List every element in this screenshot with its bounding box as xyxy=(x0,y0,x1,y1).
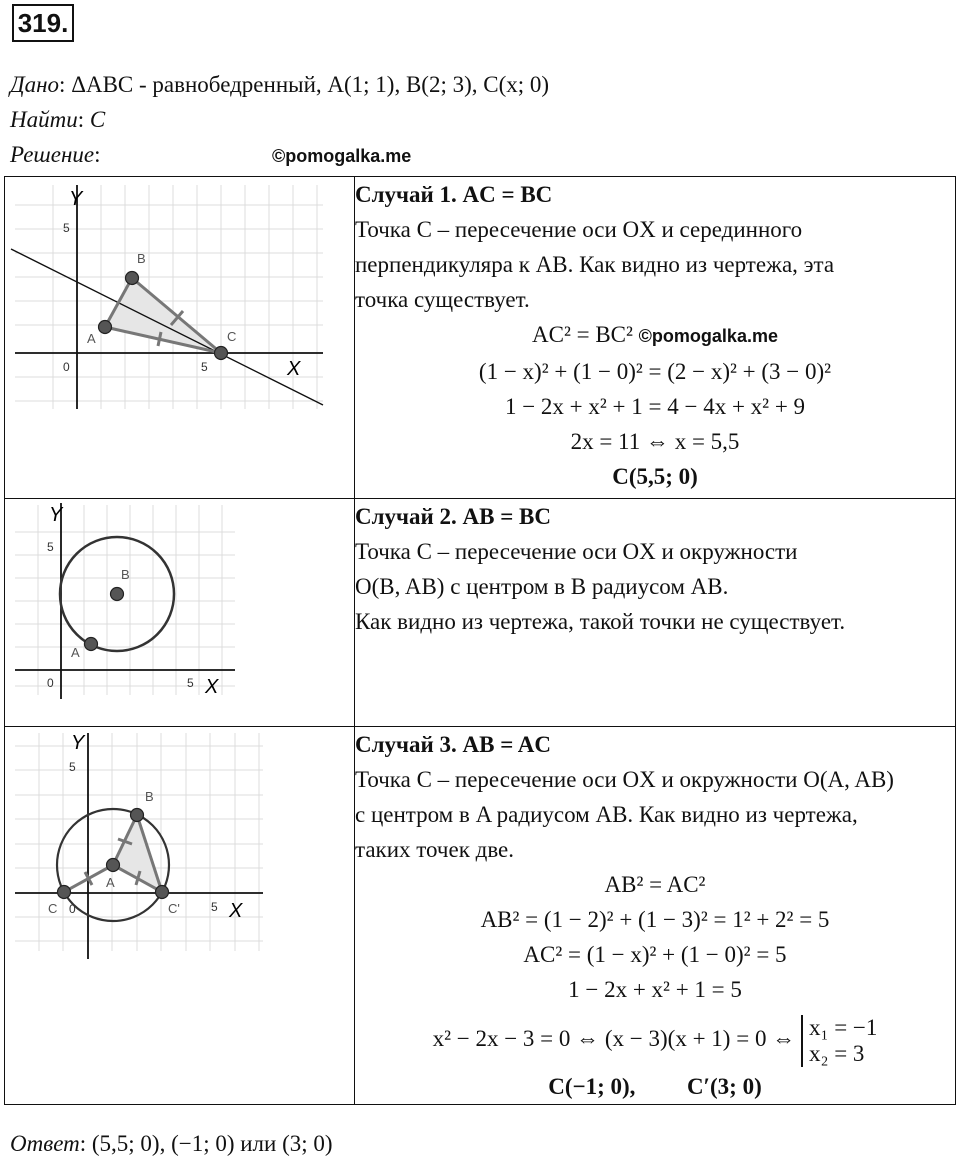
case-1-tick-x: 5 xyxy=(201,360,208,374)
case-3-text-cell xyxy=(355,727,956,1105)
case-3-line-2: с центром в A радиусом AB. Как видно из чертежа, xyxy=(355,802,858,827)
case-2-axis-x: X xyxy=(205,676,219,698)
case-1-figure-cell xyxy=(5,177,355,499)
case-1-heading: Случай 1. AC = BC xyxy=(355,182,553,207)
case-3-math-2: AB² = (1 − 2)² + (1 − 3)² = 1² + 2² = 5 xyxy=(480,907,830,932)
case-1-tick-y: 5 xyxy=(63,221,70,235)
case-3-line-3: таких точек две. xyxy=(355,837,515,862)
case-3-root-2: x₂ = 3 xyxy=(808,1040,865,1066)
case-2-tick-x: 5 xyxy=(187,676,194,690)
find-label: Найти xyxy=(10,107,78,132)
case-3-results xyxy=(355,1069,955,1104)
case-1-math-2: (1 − x)² + (1 − 0)² = (2 − x)² + (3 − 0)² xyxy=(478,359,832,384)
case-2-heading: Случай 2. AB = BC xyxy=(355,504,551,529)
case-1-point-a xyxy=(99,321,112,334)
case-3-axis-y: Y xyxy=(71,732,85,754)
find-text: C xyxy=(89,107,106,132)
case-3-point-c-prime xyxy=(156,886,169,899)
case-3-label-c: C xyxy=(48,901,58,916)
case-3-system-lhs: x² − 2x − 3 = 0 ⇔ (x − 3)(x + 1) = 0 ⇔ xyxy=(432,1026,796,1051)
case-3-tick-y: 5 xyxy=(69,760,76,774)
case-2-figure-cell xyxy=(5,499,355,727)
case-2-line-2: O(B, AB) с центром в B радиусом AB. xyxy=(355,574,729,599)
case-3-label-b: B xyxy=(145,789,154,804)
case-3-math-4: 1 − 2x + x² + 1 = 5 xyxy=(568,977,742,1002)
problem-number: 319. xyxy=(12,4,74,42)
case-3-root-1: x₁ = −1 xyxy=(808,1014,878,1040)
case-3-origin-label: 0 xyxy=(69,902,76,916)
case-3-heading: Случай 3. AB = AC xyxy=(355,732,551,757)
case-1-figure xyxy=(5,177,354,493)
solution-label: Решение xyxy=(10,142,95,167)
case-2-point-a xyxy=(85,638,98,651)
case-3-label-a: A xyxy=(106,875,115,890)
case-1-label-c: C xyxy=(227,329,237,344)
case-1-math-4: 2x = 11 ⇔ x = 5,5 xyxy=(570,429,740,454)
case-3-point-c xyxy=(58,886,71,899)
case-1-math-3: 1 − 2x + x² + 1 = 4 − 4x + x² + 9 xyxy=(504,394,806,419)
case-3-result-1: C(−1; 0), xyxy=(548,1073,636,1099)
case-2-row xyxy=(5,499,956,727)
case-3-result-2: C′(3; 0) xyxy=(686,1073,762,1099)
solution-table xyxy=(4,176,956,1105)
case-3-math-3: AC² = (1 − x)² + (1 − 0)² = 5 xyxy=(523,942,787,967)
case-1-axis-x: X xyxy=(287,358,301,380)
case-3-system xyxy=(355,1013,955,1067)
case-2-axis-y: Y xyxy=(49,504,63,526)
case-3-figure-cell xyxy=(5,727,355,1105)
case-2-line-1: Точка C – пересечение оси OX и окружности xyxy=(355,539,798,564)
case-2-origin-label: 0 xyxy=(47,676,54,690)
case-3-system-bracket xyxy=(801,1015,877,1067)
case-1-line-1: Точка C – пересечение оси OX и серединного xyxy=(355,217,803,242)
case-1-label-a: A xyxy=(87,331,96,346)
case-2-figure xyxy=(5,499,354,721)
case-1-result: C(5,5; 0) xyxy=(612,464,698,489)
case-1-point-c xyxy=(215,347,228,360)
answer-label: Ответ xyxy=(10,1131,80,1156)
case-1-origin-label: 0 xyxy=(63,360,70,374)
case-1-label-b: B xyxy=(137,251,146,266)
case-3-point-a xyxy=(107,859,120,872)
case-1-math-1-row xyxy=(355,317,955,354)
case-1-line-2: перпендикуляра к AB. Как видно из чертежа, эта xyxy=(355,252,835,277)
case-1-point-b xyxy=(126,272,139,285)
case-1-math-1: AC² = BC² xyxy=(532,322,633,347)
case-3-label-c-prime: C' xyxy=(168,901,180,916)
watermark: ©pomogalka.me xyxy=(272,146,412,166)
solution-line: Решение: xyxy=(10,142,101,167)
given-text: ΔABC - равнобедренный, A(1; 1), B(2; 3), C(x; 0) xyxy=(71,72,550,97)
case-1-watermark: ©pomogalka.me xyxy=(638,326,778,346)
case-2-point-b xyxy=(111,588,124,601)
answer-text: (5,5; 0), (−1; 0) или (3; 0) xyxy=(91,1131,333,1156)
case-2-label-a: A xyxy=(71,645,80,660)
find-line: Найти: C xyxy=(10,107,106,132)
case-2-text-cell xyxy=(355,499,956,727)
case-1-text-cell xyxy=(355,177,956,499)
case-2-label-b: B xyxy=(121,567,130,582)
case-1-axis-y: Y xyxy=(69,188,83,210)
case-3-row xyxy=(5,727,956,1105)
case-2-tick-y: 5 xyxy=(47,540,54,554)
case-3-axis-x: X xyxy=(229,900,243,922)
answer-line: Ответ: (5,5; 0), (−1; 0) или (3; 0) xyxy=(10,1131,333,1156)
case-1-perpendicular-bisector xyxy=(11,249,323,405)
case-3-figure xyxy=(5,727,354,1099)
case-2-line-3: Как видно из чертежа, такой точки не существует. xyxy=(355,609,846,634)
given-label: Дано xyxy=(10,72,60,97)
case-1-triangle-fill xyxy=(105,278,221,353)
case-1-line-3: точка существует. xyxy=(355,287,530,312)
case-3-point-b xyxy=(131,809,144,822)
case-3-math-1: AB² = AC² xyxy=(604,872,706,897)
given-line: Дано: ΔABC - равнобедренный, A(1; 1), B(2; 3), C(x; 0) xyxy=(10,72,550,97)
case-1-row xyxy=(5,177,956,499)
case-3-tick-x: 5 xyxy=(211,900,218,914)
case-3-line-1: Точка C – пересечение оси OX и окружности O(A, AB) xyxy=(355,767,894,792)
